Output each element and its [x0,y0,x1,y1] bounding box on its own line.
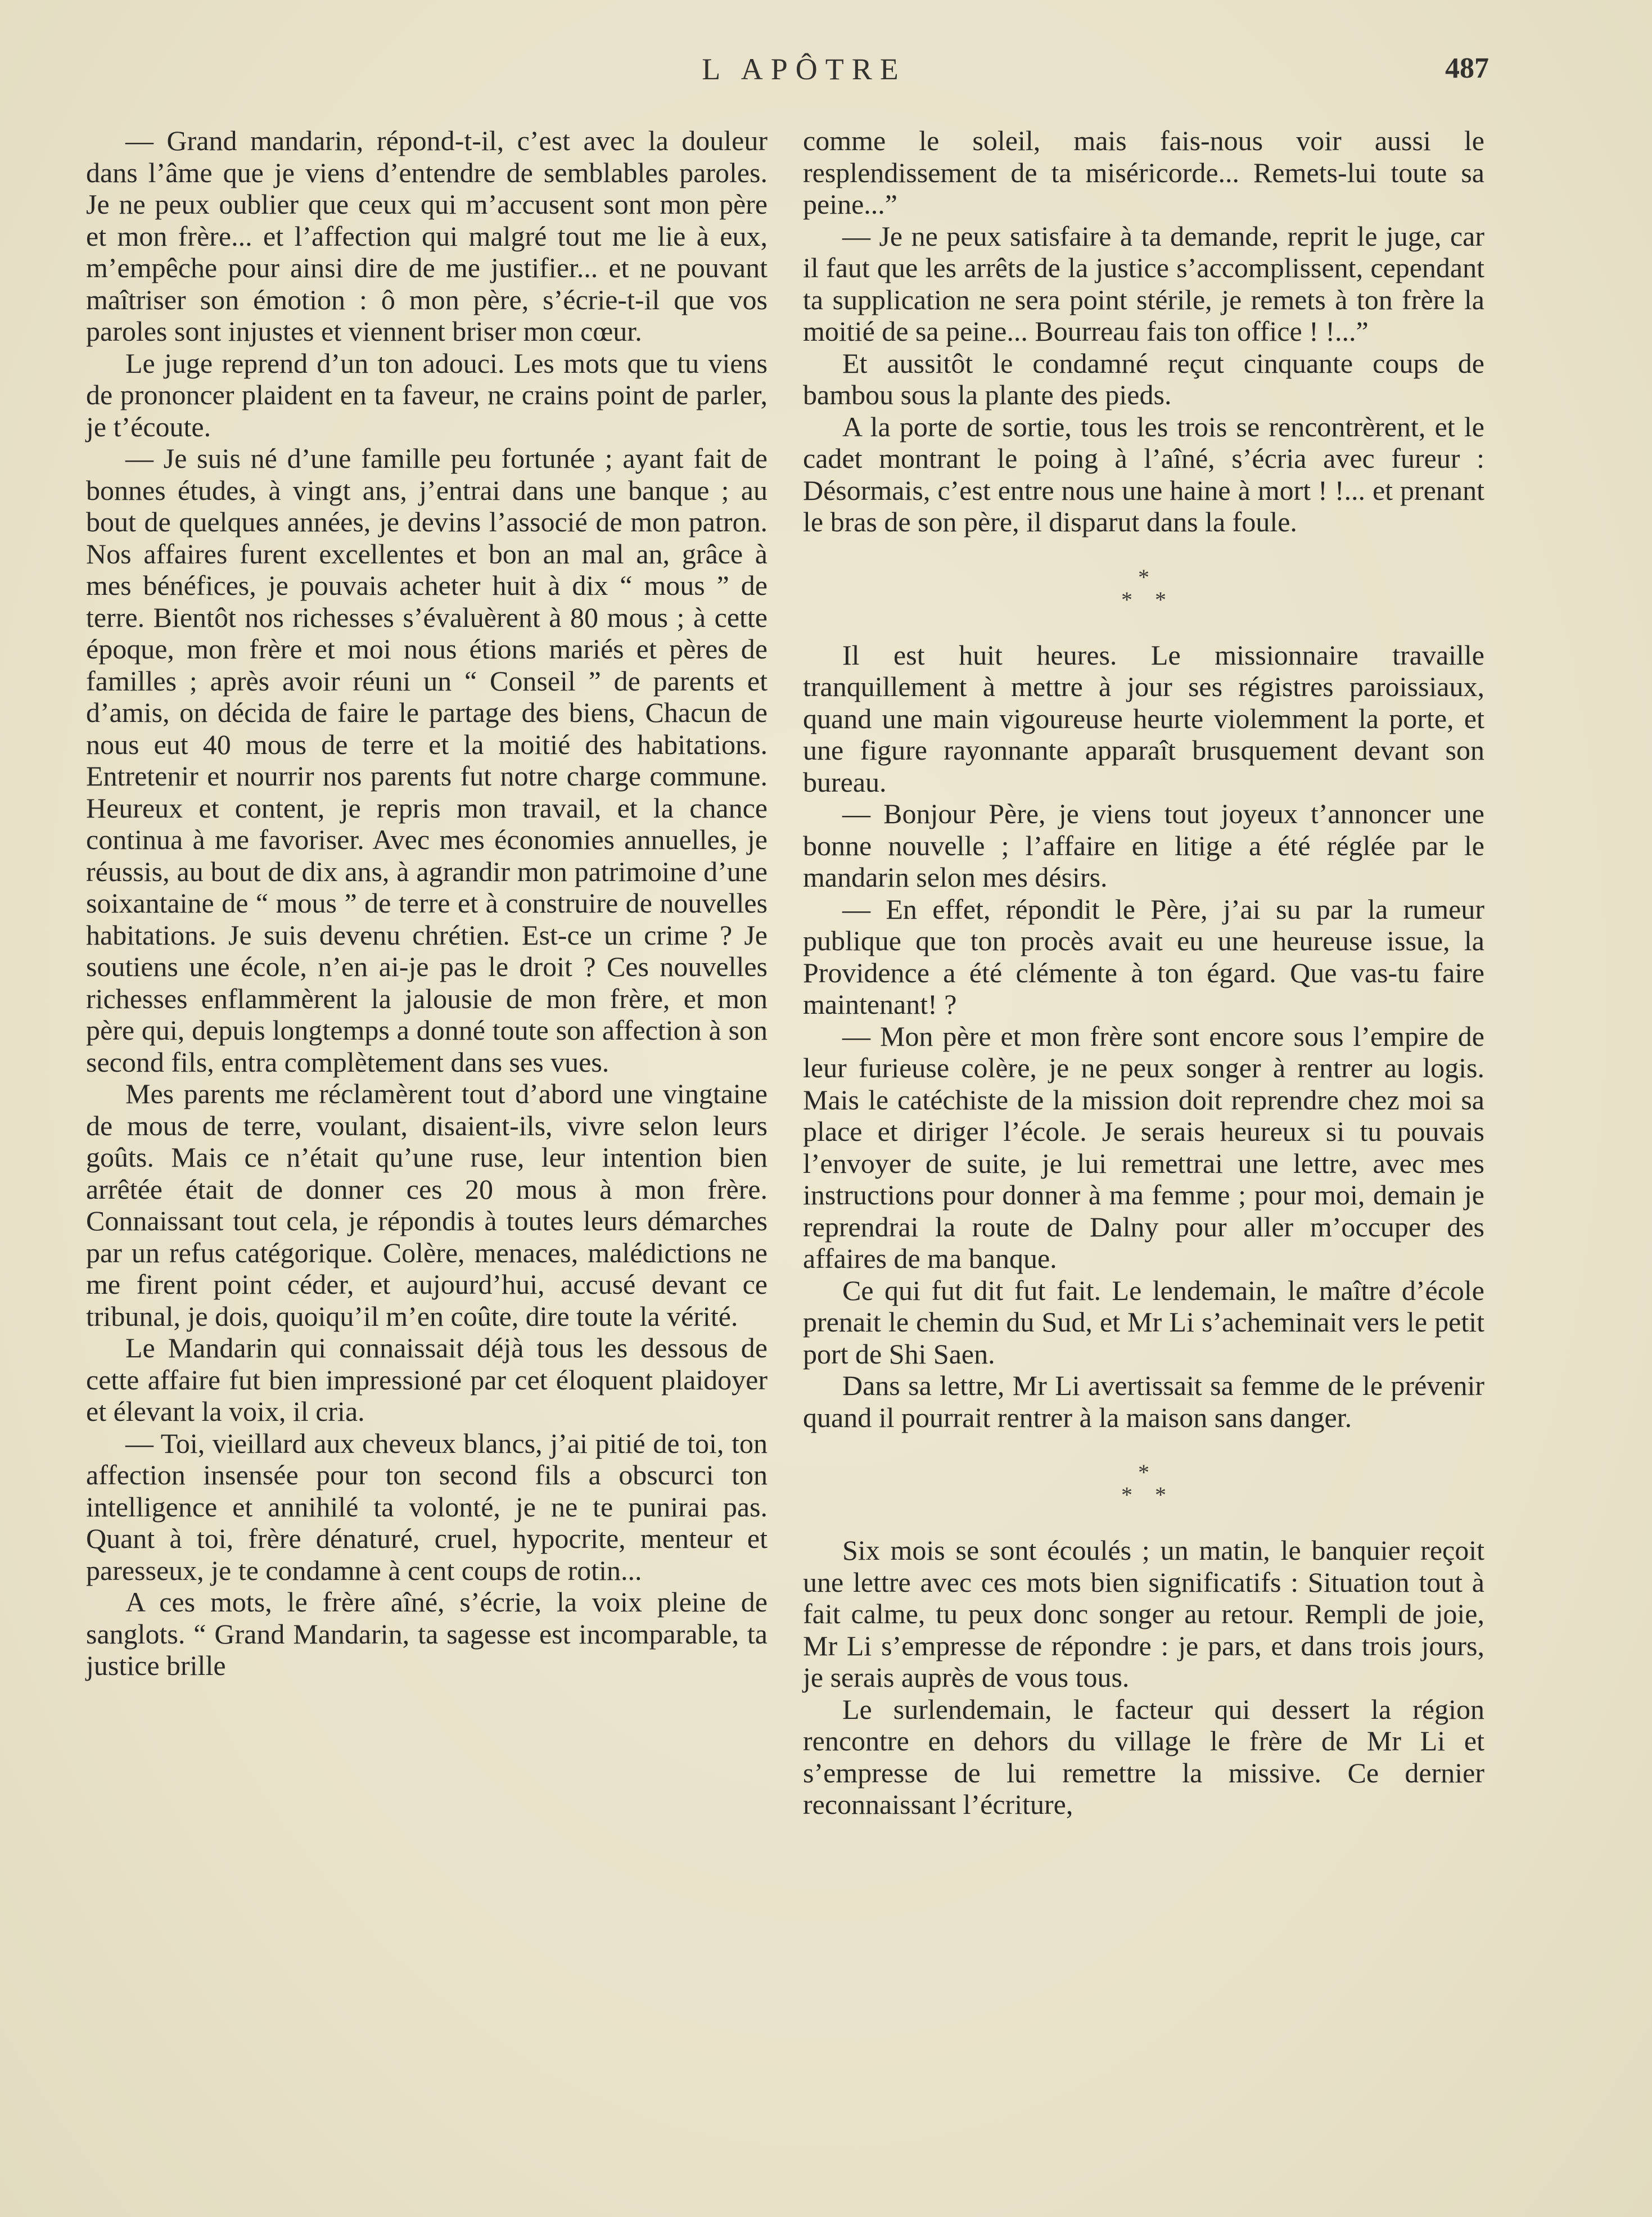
separator-star: * [1155,1482,1189,1507]
paragraph: Six mois se sont écoulés ; un matin, le banquier reçoit une lettre avec ces mots bien significatifs : Situation tout à fait calme, tu peux donc songer au retour. Rempli de joie, Mr Li s’empresse de répondre : je pars, et dans trois jours, je serais auprès de vous tous. [803,1534,1484,1693]
paragraph: Mes parents me réclamèrent tout d’abord une vingtaine de mous de terre, voulant, disaient-ils, vivre selon leurs goûts. Mais ce n’était qu’une ruse, leur intention bien arrêtée était de donner ces 20 mous à mon frère. Connaissant tout cela, je répondis à toutes leurs démarches par un refus catégorique. Colère, menaces, malédictions ne me firent point céder, et aujourd’hui, accusé devant ce tribunal, je dois, quoiqu’il m’en coûte, dire toute la vérité. [86,1078,768,1332]
paragraph: — Mon père et mon frère sont encore sous l’empire de leur furieuse colère, je ne peux songer à rentrer au logis. Mais le catéchiste de la mission doit reprendre chez moi sa place et diriger l’école. Je serais heureux si tu pouvais l’envoyer de suite, je lui remettrai une lettre, avec mes instructions pour donner à ma femme ; pour moi, demain je reprendrai la route de Dalny pour aller m’occuper des affaires de ma banque. [803,1020,1484,1274]
separator-star: * [1155,586,1189,612]
paragraph: comme le soleil, mais fais-nous voir aussi le resplendissement de ta miséricorde... Remets-lui toute sa peine...” [803,125,1484,220]
separator-star: * [1138,564,1149,590]
paragraph: Le juge reprend d’un ton adouci. Les mots que tu viens de prononcer plaident en ta faveur, ne crains point de parler, je t’écoute. [86,347,768,443]
paragraph: Le Mandarin qui connaissait déjà tous les dessous de cette affaire fut bien impressioné par cet éloquent plaidoyer et élevant la voix, il cria. [86,1332,768,1427]
paragraph: A ces mots, le frère aîné, s’écrie, la voix pleine de sanglots. “ Grand Mandarin, ta sagesse est incomparable, ta justice brille [86,1586,768,1681]
separator-star: * [1121,586,1155,612]
page-number: 487 [1445,52,1489,84]
paragraph: — Je suis né d’une famille peu fortunée ; ayant fait de bonnes études, à vingt ans, j’entrai dans une banque ; au bout de quelques années, je devins l’associé de mon patron. Nos affaires furent excellentes et bon an mal an, grâce à mes bénéfices, je pouvais acheter huit à dix “ mous ” de terre. Bientôt nos richesses s’évaluèrent à 80 mous ; à cette époque, mon frère et moi nous étions mariés et pères de familles ; après avoir réuni un “ Conseil ” de parents et d’amis, on décida de faire le partage des biens, Chacun de nous eut 40 mous de terre et la moitié des habitations. Entretenir et nourrir nos parents fut notre charge commune. Heureux et content, je repris mon travail, et la chance continua à me favoriser. Avec mes économies annuelles, je réussis, au bout de dix ans, à agrandir mon patrimoine d’une soixantaine de “ mous ” de terre et à construire de nouvelles habitations. Je suis devenu chrétien. Est-ce un crime ? Je soutiens une école, n’en ai-je pas le droit ? Ces nouvelles richesses enflammèrent la jalousie de mon frère, et mon père qui, depuis longtemps a donné toute son affection à son second fils, entra complètement dans ses vues. [86,443,768,1078]
separator-star: * [1138,1460,1149,1485]
paragraph: A la porte de sortie, tous les trois se rencontrèrent, et le cadet montrant le poing à l’aîné, s’écria avec fureur : Désormais, c’est entre nous une haine à mort ! !... et prenant le bras de son père, il disparut dans la foule. [803,410,1484,538]
left-column [86,125,768,1682]
paragraph: — Grand mandarin, répond-t-il, c’est avec la douleur dans l’âme que je viens d’entendre de semblables paroles. Je ne peux oublier que ceux qui m’accusent sont mon père et mon frère... et l’affection qui malgré tout me lie à eux, m’empêche pour ainsi dire de me justifier... et ne pouvant maîtriser son émotion : ô mon père, s’écrie-t-il que vos paroles sont injustes et viennent briser mon cœur. [86,125,768,347]
right-column [803,125,1484,1821]
paragraph: Dans sa lettre, Mr Li avertissait sa femme de le prévenir quand il pourrait rentrer à la maison sans danger. [803,1370,1484,1433]
running-head-title: L APÔTRE [702,52,906,86]
section-separator [803,1461,1484,1506]
paragraph: — Je ne peux satisfaire à ta demande, reprit le juge, car il faut que les arrêts de la justice s’accomplissent, cependant ta supplication ne sera point stérile, je remets à ton frère la moitié de sa peine... Bourreau fais ton office ! !...” [803,220,1484,347]
separator-star: * [1121,1482,1155,1507]
paragraph: — En effet, répondit le Père, j’ai su par la rumeur publique que ton procès avait eu une heureuse issue, la Providence a été clémente à ton égard. Que vas-tu faire maintenant! ? [803,893,1484,1020]
paragraph: Ce qui fut dit fut fait. Le lendemain, le maître d’école prenait le chemin du Sud, et Mr Li s’acheminait vers le petit port de Shi Saen. [803,1274,1484,1370]
paragraph: Il est huit heures. Le missionnaire travaille tranquillement à mettre à jour ses régistres paroissiaux, quand une main vigoureuse heurte violemment la porte, et une figure rayonnante apparaît brusquement devant son bureau. [803,639,1484,798]
paragraph: — Toi, vieillard aux cheveux blancs, j’ai pitié de toi, ton affection insensée pour ton second fils a obscurci ton intelligence et annihilé ta volonté, je ne te punirai pas. Quant à toi, frère dénaturé, cruel, hypocrite, menteur et paresseux, je te condamne à cent coups de rotin... [86,1427,768,1586]
paragraph: Et aussitôt le condamné reçut cinquante coups de bambou sous la plante des pieds. [803,347,1484,410]
paragraph: — Bonjour Père, je viens tout joyeux t’annoncer une bonne nouvelle ; l’affaire en litige a été réglée par le mandarin selon mes désirs. [803,798,1484,893]
paragraph: Le surlendemain, le facteur qui dessert la région rencontre en dehors du village le frère de Mr Li et s’empresse de lui remettre la missive. Ce dernier reconnaissant l’écriture, [803,1693,1484,1820]
section-separator [803,566,1484,611]
